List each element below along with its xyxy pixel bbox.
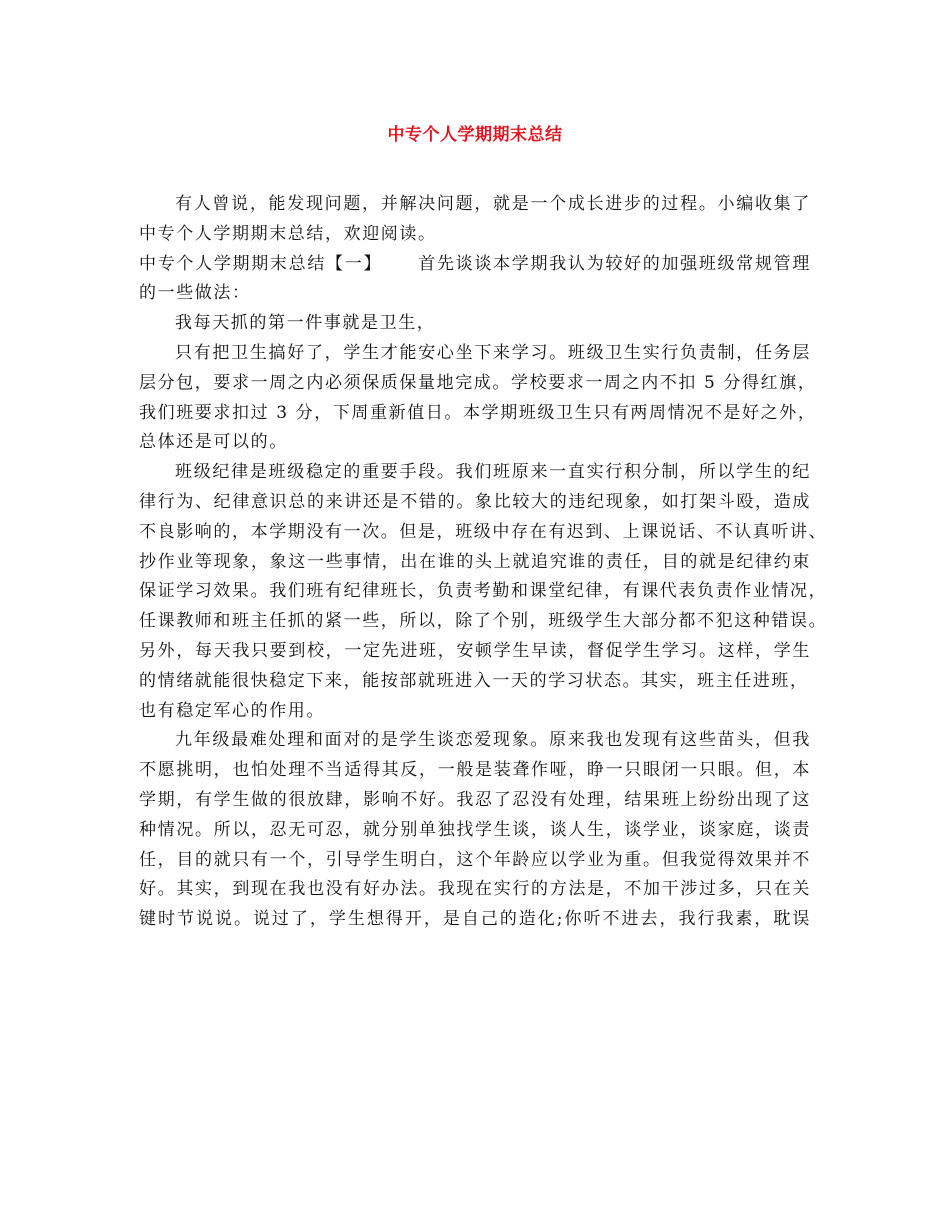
text-line (139, 250, 811, 280)
text-line: 的一些做法： (139, 283, 251, 304)
text-line: 学期，有学生做的很放肆，影响不好。我忍了忍没有处理，结果班上纷纷出现了这 (139, 789, 811, 810)
text-line: 任，目的就只有一个，引导学生明白，这个年龄应以学业为重。但我觉得效果并不 (139, 849, 811, 870)
text-line: 九年级最难处理和面对的是学生谈恋爱现象。原来我也发现有这些苗头，但我 (175, 730, 811, 751)
text-line: 不愿挑明，也怕处理不当适得其反，一般是装聋作哑，睁一只眼闭一只眼。但，本 (139, 760, 811, 781)
text-line: 我每天抓的第一件事就是卫生， (175, 313, 436, 334)
text-line: 任课教师和班主任抓的紧一些，所以，除了个别，班级学生大部分都不犯这种错误。 (139, 611, 828, 632)
text-line: 总体还是可以的。 (139, 432, 288, 453)
text-line: 只有把卫生搞好了，学生才能安心坐下来学习。班级卫生实行负责制，任务层 (175, 342, 811, 363)
text-line: 层分包，要求一周之内必须保质保量地完成。学校要求一周之内不扣 5 分得红旗， (139, 372, 817, 393)
text-line: 键时节说说。说过了，学生想得开，是自己的造化;你听不进去，我行我素，耽误 (139, 909, 811, 930)
text-line: 律行为、纪律意识总的来讲还是不错的。象比较大的违纪现象，如打架斗殴，造成 (139, 491, 811, 512)
text-line: 保证学习效果。我们班有纪律班长，负责考勤和课堂纪律，有课代表负责作业情况， (139, 581, 828, 602)
text-line: 也有稳定军心的作用。 (139, 700, 325, 721)
text-line: 种情况。所以，忍无可忍，就分别单独找学生谈，谈人生，谈学业，谈家庭，谈责 (139, 819, 811, 840)
document-body (139, 190, 828, 935)
text-line: 的情绪就能很快稳定下来，能按部就班进入一天的学习状态。其实，班主任进班， (139, 670, 809, 691)
text-line: 不良影响的，本学期没有一次。但是，班级中存在有迟到、上课说话、不认真听讲、 (139, 521, 828, 542)
text-line: 我们班要求扣过 3 分，下周重新值日。本学期班级卫生只有两周情况不是好之外， (139, 402, 817, 423)
text-line: 另外，每天我只要到校，一定先进班，安顿学生早读，督促学生学习。这样，学生 (139, 640, 811, 661)
document-title: 中专个人学期期末总结 (387, 125, 563, 145)
text-line: 班级纪律是班级稳定的重要手段。我们班原来一直实行积分制，所以学生的纪 (175, 462, 811, 483)
section-intro: 首先谈谈本学期我认为较好的加强班级常规管理 (418, 253, 811, 274)
text-line: 好。其实，到现在我也没有好办法。我现在实行的方法是，不加干涉过多，只在关 (139, 879, 811, 900)
text-line: 抄作业等现象，象这一些事情，出在谁的头上就追究谁的责任，目的就是纪律约束 (139, 551, 811, 572)
text-line: 有人曾说，能发现问题，并解决问题，就是一个成长进步的过程。小编收集了 (175, 194, 811, 214)
section-heading: 中专个人学期期末总结【一】 (139, 253, 383, 274)
text-line: 中专个人学期期末总结，欢迎阅读。 (139, 223, 437, 244)
